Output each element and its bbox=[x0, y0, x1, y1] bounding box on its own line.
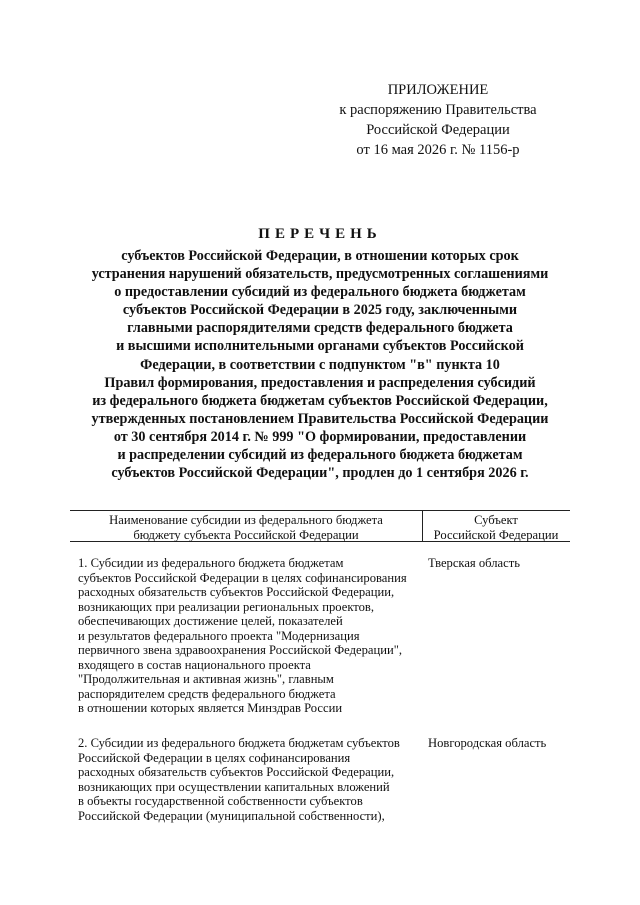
cell-line: входящего в состав национального проекта bbox=[78, 657, 311, 672]
cell-line: возникающих при осуществлении капитальных вложений bbox=[78, 779, 390, 794]
subtitle-line: и высшими исполнительными органами субъектов Российской bbox=[116, 338, 524, 355]
appendix-line: Российской Федерации bbox=[366, 122, 510, 138]
header-text: бюджету субъекта Российской Федерации bbox=[133, 527, 359, 542]
subtitle-line: субъектов Российской Федерации", продлен до 1 сентября 2026 г. bbox=[111, 465, 529, 482]
subtitle-line: устранения нарушений обязательств, предусмотренных соглашениями bbox=[91, 266, 549, 283]
subtitle-line: субъектов Российской Федерации, в отношении которых срок bbox=[121, 248, 519, 264]
subject-cell: Тверская область bbox=[428, 556, 520, 570]
header-text: Субъект bbox=[474, 513, 518, 527]
document-subtitle bbox=[0, 247, 640, 482]
subtitle-line: субъектов Российской Федерации в 2025 году, заключенными bbox=[122, 302, 518, 319]
cell-line: в отношении которых является Минздрав России bbox=[78, 701, 343, 715]
cell-line: Российской Федерации в целях софинансирования bbox=[78, 750, 351, 765]
subtitle-line: и распределении субсидий из федерального бюджета бюджетам bbox=[117, 447, 523, 464]
subtitle-line: Правил формирования, предоставления и распределения субсидий bbox=[104, 374, 536, 391]
table-header bbox=[70, 510, 570, 542]
cell-line: "Продолжительная и активная жизнь", главным bbox=[78, 672, 334, 686]
subtitle-line: из федерального бюджета бюджетам субъектов Российской Федерации, bbox=[92, 392, 548, 409]
subtitle-line: Федерации, в соответствии с подпунктом "в" пункта 10 bbox=[140, 356, 500, 373]
appendix-line: к распоряжению Правительства bbox=[339, 102, 537, 118]
subsidy-table bbox=[70, 510, 570, 823]
subsidy-name-cell bbox=[78, 556, 418, 716]
subtitle-line: о предоставлении субсидий из федерального бюджета бюджетам bbox=[114, 284, 526, 301]
cell-line: обеспечивающих достижение целей, показателей bbox=[78, 614, 343, 628]
subtitle-line: от 30 сентября 2014 г. № 999 "О формировании, предоставлении bbox=[113, 428, 527, 445]
cell-line: первичного звена здравоохранения Российской Федерации", bbox=[78, 643, 402, 657]
cell-line: в объекты государственной собственности субъектов bbox=[78, 794, 363, 808]
subject-cell: Новгородская область bbox=[428, 736, 547, 750]
header-subject bbox=[422, 513, 570, 542]
cell-line: 2. Субсидии из федерального бюджета бюджетам субъектов bbox=[78, 736, 400, 750]
subtitle-line: главными распорядителями средств федерального бюджета bbox=[127, 320, 513, 337]
cell-line: возникающих при реализации региональных проектов, bbox=[78, 599, 375, 614]
header-text: Наименование субсидии из федерального бюджета bbox=[109, 513, 383, 527]
cell-line: 1. Субсидии из федерального бюджета бюджетам bbox=[78, 556, 344, 570]
cell-line: распорядителем средств федерального бюджета bbox=[78, 686, 336, 701]
document-title: ПЕРЕЧЕНЬ bbox=[258, 226, 382, 242]
cell-line: и результатов федерального проекта "Модернизация bbox=[78, 628, 360, 643]
cell-line: расходных обязательств субъектов Российской Федерации, bbox=[78, 585, 395, 599]
appendix-block bbox=[318, 80, 558, 160]
cell-line: Российской Федерации (муниципальной собственности), bbox=[78, 808, 385, 823]
cell-line: субъектов Российской Федерации в целях софинансирования bbox=[78, 570, 407, 585]
appendix-date-number: от 16 мая 2026 г. № 1156-р bbox=[356, 142, 520, 158]
appendix-heading: ПРИЛОЖЕНИЕ bbox=[387, 82, 489, 98]
subtitle-line: утвержденных постановлением Правительства Российской Федерации bbox=[91, 410, 549, 427]
cell-line: расходных обязательств субъектов Российской Федерации, bbox=[78, 765, 395, 779]
subsidy-name-cell bbox=[78, 736, 418, 823]
header-subsidy-name bbox=[70, 513, 422, 542]
header-text: Российской Федерации bbox=[433, 527, 559, 542]
